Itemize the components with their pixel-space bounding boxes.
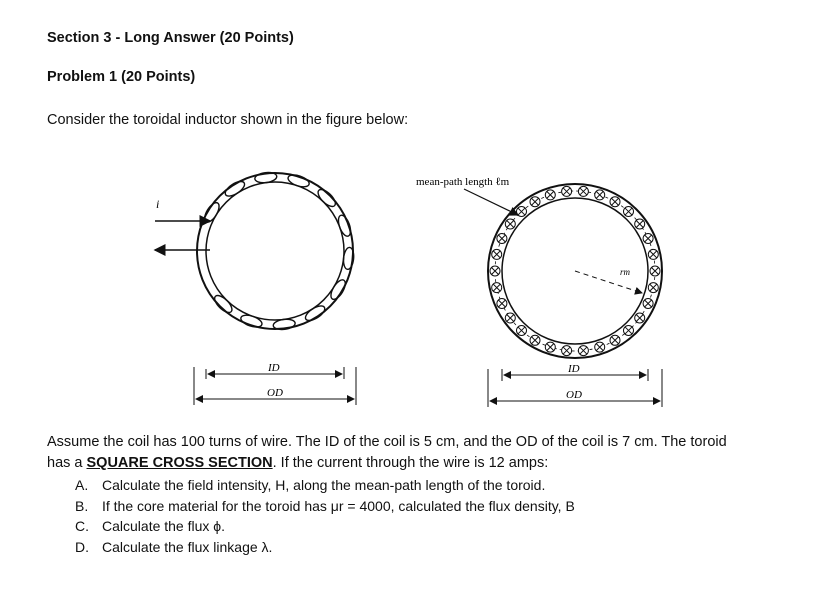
id-label-right: ID (568, 363, 580, 375)
winding-loop (303, 303, 327, 323)
rm-label: rm (620, 267, 631, 277)
paragraph-line-2 (47, 455, 548, 471)
question-key: B. (75, 498, 89, 514)
toroid-side-view (155, 171, 356, 405)
winding-coils (202, 171, 355, 330)
question-key: D. (75, 539, 89, 555)
winding-loop (223, 179, 247, 199)
intro-text: Consider the toroidal inductor shown in the figure below: (47, 112, 409, 128)
toroid-cross-section (416, 176, 662, 407)
question-text: If the core material for the toroid has μr = 4000, calculated the flux density, B (102, 498, 575, 514)
winding-loop (336, 214, 353, 238)
square-cross-section-emphasis: SQUARE CROSS SECTION (86, 455, 273, 471)
paragraph-line-2-pre: has a (47, 455, 87, 471)
id-label: ID (268, 362, 280, 374)
question-a (75, 477, 545, 493)
question-text: Calculate the flux ϕ. (102, 518, 226, 534)
section-title: Section 3 - Long Answer (20 Points) (47, 30, 294, 46)
od-label: OD (267, 387, 283, 399)
winding-loop (239, 313, 263, 329)
question-b (75, 498, 575, 514)
winding-loop (287, 173, 311, 189)
toroid-figure (130, 145, 690, 415)
question-key: A. (75, 477, 89, 493)
question-text: Calculate the field intensity, H, along the mean-path length of the toroid. (102, 477, 546, 493)
winding-loop (328, 278, 348, 302)
question-key: C. (75, 518, 89, 534)
question-c (75, 518, 225, 534)
question-text: Calculate the flux linkage λ. (102, 539, 273, 555)
paragraph-line-2-post: . If the current through the wire is 12 amps: (272, 455, 549, 471)
paragraph-line-1: Assume the coil has 100 turns of wire. The ID of the coil is 5 cm, and the OD of the coil is 7 cm. The toroid (47, 434, 727, 450)
current-label: i (156, 197, 160, 211)
question-d (75, 539, 272, 555)
od-label-right: OD (566, 389, 582, 401)
problem-title: Problem 1 (20 Points) (47, 69, 196, 85)
mean-path-label: mean-path length ℓm (416, 176, 510, 188)
